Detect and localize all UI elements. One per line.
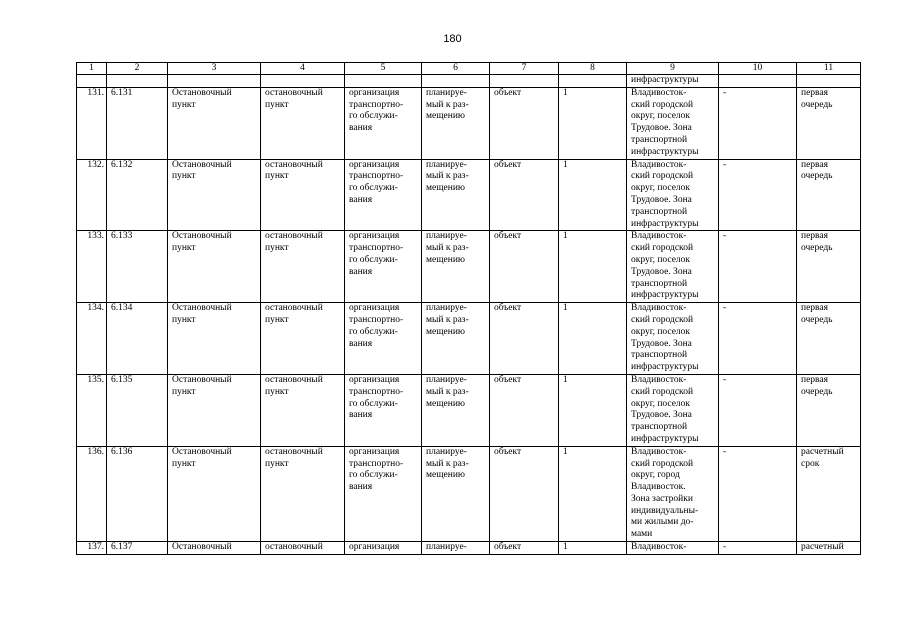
page-number: 180 [443,33,462,45]
cell-line: организация [349,542,400,553]
name-cell [168,303,261,375]
cell-line: транспортно- [349,458,404,469]
cell-line: мещению [426,470,466,481]
cell-line: очередь [801,99,833,110]
cell-line: планируе- [426,87,467,98]
cell-line: транспортной [631,206,688,217]
column10-cell: - [719,374,797,446]
cell-line: ский городской [631,99,694,110]
cell-line: мещению [426,183,466,194]
cell-line: ский городской [631,314,694,325]
location-cell [627,303,719,375]
table-row [77,87,861,159]
cell-line: транспортной [631,278,688,289]
location-cell: инфраструктуры [627,75,719,88]
purpose-cell [345,231,422,303]
cell-line: вания [349,266,373,277]
table-row [77,159,861,231]
cell-line: мый к раз- [426,243,469,254]
name-cell [168,87,261,159]
column-header: 7 [490,63,559,75]
cell-line: очередь [801,171,833,182]
cell-line: Остановочный [172,303,232,314]
cell-line: округ, поселок [631,398,691,409]
cell-line: планируе- [426,303,467,314]
cell-line: пункт [172,386,196,397]
cell-line: организация [349,231,400,242]
cell-line: вания [349,194,373,205]
cell-line: Остановочный [172,446,232,457]
term-cell [797,446,861,541]
cell-line: Владивосток- [631,374,687,385]
unit-cell: объект [490,87,559,159]
quantity-cell: 1 [559,231,627,303]
type-cell [261,87,345,159]
cell-line: инфраструктуры [631,362,699,373]
column10-cell: - [719,542,797,555]
cell-line: транспортной [631,350,688,361]
status-cell [422,542,490,555]
cell-line: остановочный [265,446,323,457]
column10-cell: - [719,303,797,375]
column-header: 11 [797,63,861,75]
status-cell [422,374,490,446]
cell-line: вания [349,338,373,349]
column-header: 4 [261,63,345,75]
cell-line: пункт [265,99,289,110]
unit-cell: объект [490,446,559,541]
cell-line: пункт [265,458,289,469]
row-number-cell: 133. [77,231,107,303]
quantity-cell: 1 [559,87,627,159]
table-row [77,303,861,375]
cell-line: первая [801,303,828,314]
cell-line: организация [349,446,400,457]
name-cell [168,542,261,555]
cell-line: ми жилыми до- [631,517,694,528]
row-number-cell: 134. [77,303,107,375]
cell-line: остановочный [265,303,323,314]
type-cell [261,446,345,541]
term-cell [797,87,861,159]
cell-line: мый к раз- [426,386,469,397]
cell-line: индивидуальны- [631,505,699,516]
cell-line: го обслужи- [349,111,398,122]
term-cell [797,231,861,303]
cell-line: округ, поселок [631,326,691,337]
code-cell: 6.136 [107,446,168,541]
cell-line: мый к раз- [426,458,469,469]
continuation-row [77,75,861,88]
cell-line: Остановочный [172,542,232,553]
cell-line: Остановочный [172,159,232,170]
cell-line: Остановочный [172,231,232,242]
cell-line: ский городской [631,458,694,469]
purpose-cell [345,159,422,231]
cell-line: транспортно- [349,314,404,325]
row-number-cell: 137. [77,542,107,555]
table-row [77,542,861,555]
status-cell [422,303,490,375]
unit-cell: объект [490,303,559,375]
type-cell [261,542,345,555]
cell-line: мещению [426,398,466,409]
status-cell [422,87,490,159]
cell-line: вания [349,123,373,134]
cell-line: транспортно- [349,386,404,397]
cell-line: организация [349,374,400,385]
cell-line: срок [801,458,820,469]
type-cell [261,159,345,231]
cell-line: первая [801,159,828,170]
quantity-cell: 1 [559,374,627,446]
cell-line: Трудовое. Зона [631,123,692,134]
cell-line: округ, поселок [631,183,691,194]
cell-line: округ, город [631,470,680,481]
table-row [77,446,861,541]
cell-line: вания [349,410,373,421]
column-header: 3 [168,63,261,75]
cell-line: мещению [426,326,466,337]
cell-line: первая [801,231,828,242]
cell-line: планируе- [426,159,467,170]
location-cell [627,374,719,446]
cell-line: расчетный [801,542,844,553]
column-header: 8 [559,63,627,75]
purpose-cell [345,446,422,541]
term-cell [797,159,861,231]
cell-line: го обслужи- [349,254,398,265]
term-cell [797,374,861,446]
cell-line: организация [349,87,400,98]
cell-line: пункт [172,243,196,254]
status-cell [422,446,490,541]
cell-line: остановочный [265,231,323,242]
column10-cell: - [719,159,797,231]
name-cell [168,446,261,541]
purpose-cell [345,87,422,159]
location-cell [627,87,719,159]
cell-line: инфраструктуры [631,218,699,229]
code-cell: 6.132 [107,159,168,231]
cell-line: инфраструктуры [631,290,699,301]
cell-line: организация [349,303,400,314]
cell-line: очередь [801,243,833,254]
purpose-cell [345,374,422,446]
code-cell: 6.137 [107,542,168,555]
cell-line: транспортно- [349,99,404,110]
cell-line: транспортной [631,422,688,433]
cell-line: пункт [172,314,196,325]
location-cell [627,231,719,303]
code-cell: 6.133 [107,231,168,303]
column-header: 10 [719,63,797,75]
unit-cell: объект [490,231,559,303]
code-cell: 6.135 [107,374,168,446]
purpose-cell [345,303,422,375]
column10-cell: - [719,87,797,159]
location-cell [627,159,719,231]
cell-line: Владивосток- [631,159,687,170]
cell-line: Владивосток- [631,231,687,242]
cell-line: пункт [265,314,289,325]
row-number-cell: 136. [77,446,107,541]
name-cell [168,159,261,231]
column-header: 1 [77,63,107,75]
row-number-cell: 132. [77,159,107,231]
cell-line: планируе- [426,542,467,553]
cell-line: Трудовое. Зона [631,410,692,421]
cell-line: пункт [172,99,196,110]
cell-line: вания [349,482,373,493]
name-cell [168,374,261,446]
status-cell [422,231,490,303]
unit-cell: объект [490,542,559,555]
cell-line: первая [801,87,828,98]
cell-line: организация [349,159,400,170]
quantity-cell: 1 [559,303,627,375]
cell-line: Владивосток- [631,542,687,553]
cell-line: мый к раз- [426,171,469,182]
column-header: 5 [345,63,422,75]
cell-line: инфраструктуры [631,146,699,157]
cell-line: остановочный [265,542,323,553]
type-cell [261,303,345,375]
row-number-cell: 135. [77,374,107,446]
cell-line: ский городской [631,386,694,397]
cell-line: Трудовое. Зона [631,194,692,205]
cell-line: пункт [172,458,196,469]
cell-line: округ, поселок [631,111,691,122]
cell-line: остановочный [265,159,323,170]
unit-cell: объект [490,374,559,446]
term-cell [797,542,861,555]
cell-line: очередь [801,386,833,397]
column-header: 2 [107,63,168,75]
row-number-cell: 131. [77,87,107,159]
cell-line: Владивосток. [631,482,686,493]
cell-line: го обслужи- [349,326,398,337]
cell-line: Зона застройки [631,493,693,504]
cell-line: первая [801,374,828,385]
quantity-cell: 1 [559,159,627,231]
cell-line: транспортно- [349,171,404,182]
code-cell: 6.134 [107,303,168,375]
objects-table [76,62,861,555]
table-row [77,374,861,446]
table-row [77,231,861,303]
code-cell: 6.131 [107,87,168,159]
term-cell [797,303,861,375]
cell-line: планируе- [426,374,467,385]
quantity-cell: 1 [559,542,627,555]
cell-line: ский городской [631,171,694,182]
column-header: 6 [422,63,490,75]
type-cell [261,374,345,446]
cell-line: го обслужи- [349,398,398,409]
location-cell [627,542,719,555]
cell-line: мещению [426,254,466,265]
cell-line: очередь [801,314,833,325]
cell-line: остановочный [265,87,323,98]
cell-line: мещению [426,111,466,122]
unit-cell: объект [490,159,559,231]
cell-line: Владивосток- [631,303,687,314]
cell-line: планируе- [426,231,467,242]
cell-line: пункт [265,386,289,397]
column10-cell: - [719,446,797,541]
cell-line: инфраструктуры [631,433,699,444]
cell-line: ский городской [631,243,694,254]
cell-line: мый к раз- [426,314,469,325]
table-body [77,63,861,555]
name-cell [168,231,261,303]
status-cell [422,159,490,231]
cell-line: Остановочный [172,87,232,98]
column-header: 9 [627,63,719,75]
cell-line: Владивосток- [631,446,687,457]
cell-line: остановочный [265,374,323,385]
cell-line: го обслужи- [349,470,398,481]
cell-line: пункт [265,171,289,182]
purpose-cell [345,542,422,555]
type-cell [261,231,345,303]
cell-line: го обслужи- [349,183,398,194]
cell-line: пункт [172,171,196,182]
cell-line: транспортно- [349,243,404,254]
cell-line: мый к раз- [426,99,469,110]
column10-cell: - [719,231,797,303]
cell-line: Владивосток- [631,87,687,98]
cell-line: транспортной [631,134,688,145]
cell-line: Трудовое. Зона [631,338,692,349]
cell-line: пункт [265,243,289,254]
cell-line: расчетный [801,446,844,457]
cell-line: мами [631,529,653,540]
cell-line: Трудовое. Зона [631,266,692,277]
column-numbers-row [77,63,861,75]
cell-line: Остановочный [172,374,232,385]
location-cell [627,446,719,541]
cell-line: округ, поселок [631,254,691,265]
cell-line: планируе- [426,446,467,457]
quantity-cell: 1 [559,446,627,541]
